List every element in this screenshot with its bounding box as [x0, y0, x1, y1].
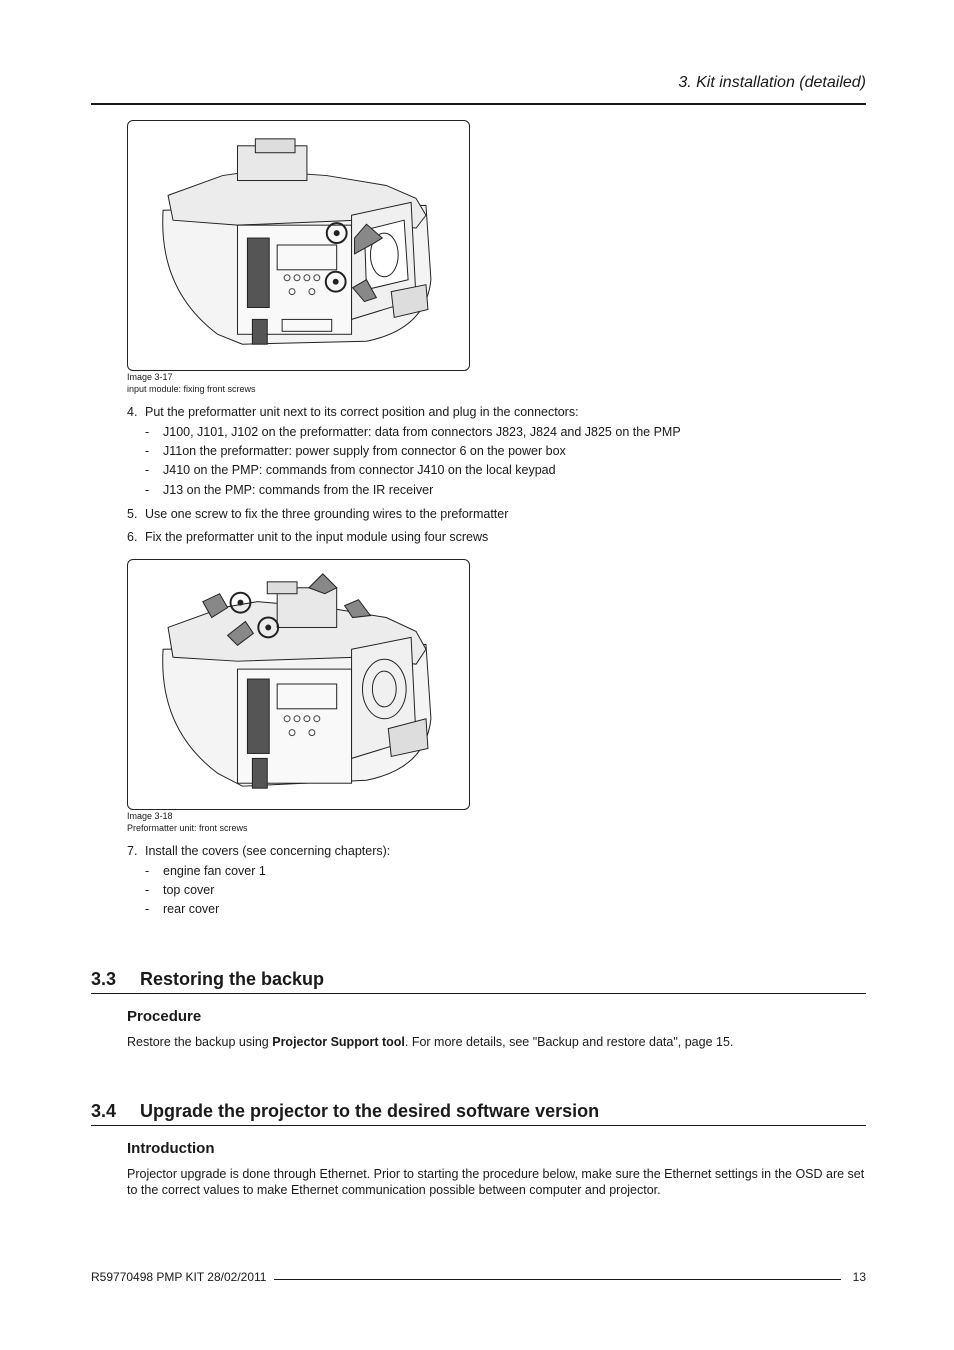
section-title: Upgrade the projector to the desired software version [140, 1101, 600, 1121]
section-rule [91, 993, 866, 994]
list-dash: - [145, 883, 150, 897]
step-number: 4. [127, 405, 138, 419]
footer-doc-info: R59770498 PMP KIT 28/02/2011 [91, 1270, 267, 1284]
projector-preformatter-illustration [128, 560, 469, 809]
figure-caption-3-17 [127, 372, 256, 395]
page-number: 13 [852, 1270, 866, 1284]
step-7-item [145, 882, 214, 898]
list-dash: - [145, 463, 150, 477]
list-dash: - [145, 902, 150, 916]
caption-text: Preformatter unit: front screws [127, 822, 248, 833]
paragraph-text: . For more details, see "Backup and restore data", page 15. [404, 1035, 734, 1049]
section-heading-3-3 [91, 969, 324, 990]
list-dash: - [145, 864, 150, 878]
section-heading-3-4 [91, 1101, 599, 1122]
step-number: 6. [127, 530, 138, 544]
step-4-item [145, 424, 681, 440]
step-7 [127, 843, 390, 859]
projector-input-module-illustration [128, 121, 469, 370]
figure-caption-3-18 [127, 811, 248, 834]
step-number: 5. [127, 507, 138, 521]
introduction-paragraph: Projector upgrade is done through Ethernet. Prior to starting the procedure below, make sure the Ethernet settings in the OSD are set to the correct values to make Ethernet communication possible between computer and projector. [127, 1167, 865, 1197]
step-7-item [145, 863, 266, 879]
step-5 [127, 506, 508, 522]
subheading-introduction: Introduction [127, 1140, 215, 1157]
step-4 [127, 404, 579, 420]
step-4-item [145, 462, 556, 478]
step-number: 7. [127, 844, 138, 858]
list-dash: - [145, 483, 150, 497]
list-dash: - [145, 425, 150, 439]
step-7-item [145, 901, 219, 917]
step-4-item [145, 482, 433, 498]
section-title: Restoring the backup [140, 969, 325, 989]
caption-number: Image 3-17 [127, 372, 173, 382]
caption-number: Image 3-18 [127, 811, 173, 821]
step-text: Install the covers (see concerning chapters): [145, 844, 391, 858]
list-item-text: J100, J101, J102 on the preformatter: data from connectors J823, J824 and J825 on the PMP [163, 425, 681, 439]
list-item-text: engine fan cover 1 [163, 864, 266, 878]
step-4-item [145, 443, 566, 459]
list-item-text: rear cover [163, 902, 220, 916]
list-item-text: J13 on the PMP: commands from the IR receiver [163, 483, 434, 497]
list-item-text: J410 on the PMP: commands from connector J410 on the local keypad [163, 463, 556, 477]
chapter-header-title: 3. Kit installation (detailed) [678, 74, 866, 91]
paragraph-text: Restore the backup using [127, 1035, 273, 1049]
step-text: Put the preformatter unit next to its correct position and plug in the connectors: [145, 405, 579, 419]
subheading-procedure: Procedure [127, 1008, 202, 1025]
list-item-text: J11on the preformatter: power supply from connector 6 on the power box [163, 444, 566, 458]
list-dash: - [145, 444, 150, 458]
figure-image-3-18 [127, 559, 470, 810]
header-rule [91, 103, 866, 105]
figure-image-3-17 [127, 120, 470, 371]
section-rule [91, 1125, 866, 1126]
procedure-paragraph [127, 1034, 866, 1050]
list-item-text: top cover [163, 883, 215, 897]
page-footer [91, 1270, 866, 1284]
step-6 [127, 529, 488, 545]
section-number: 3.3 [91, 969, 117, 989]
step-text: Use one screw to fix the three grounding wires to the preformatter [145, 507, 509, 521]
section-number: 3.4 [91, 1101, 117, 1121]
caption-text: input module: fixing front screws [127, 383, 256, 394]
footer-rule [274, 1279, 840, 1280]
step-text: Fix the preformatter unit to the input module using four screws [145, 530, 489, 544]
tool-name: Projector Support tool [272, 1035, 405, 1049]
